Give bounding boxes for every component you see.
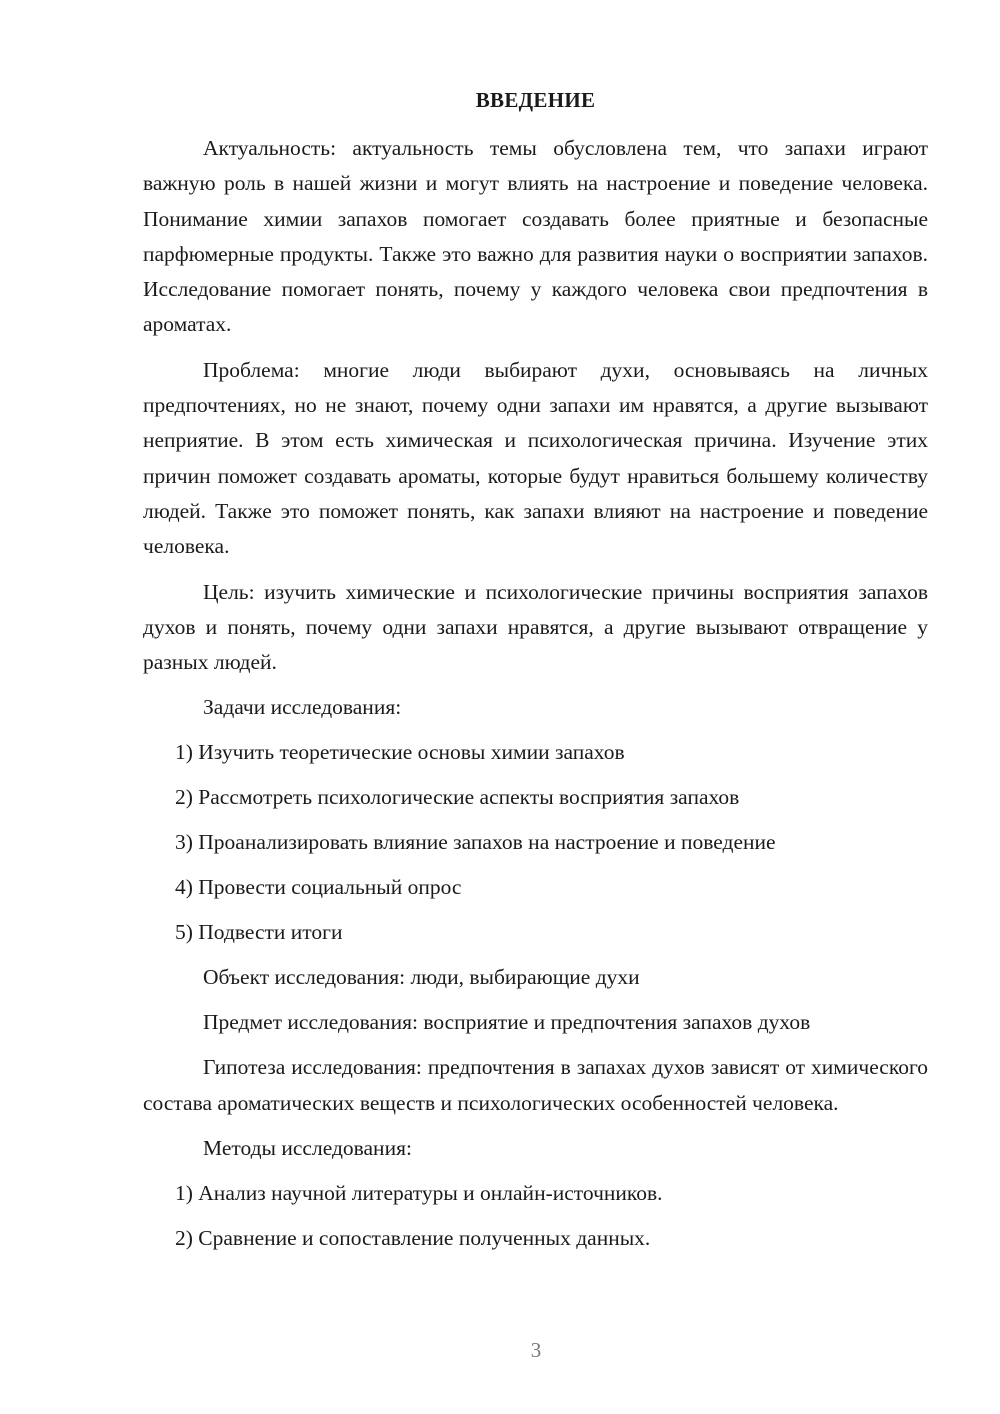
goal-paragraph: Цель: изучить химические и психологические причины восприятия запахов духов и понять, почему одни запахи нравятся, а другие вызывают отвращение у разных людей. — [143, 579, 928, 675]
subject-line: Предмет исследования: восприятие и предпочтения запахов духов — [203, 1010, 811, 1035]
relevance-paragraph: Актуальность: актуальность темы обусловлена тем, что запахи играют важную роль в нашей жизни и могут влиять на настроение и поведение человека. Понимание химии запахов помогает создавать более приятные и безопасные парфюмерные продукты. Также это важно для развития науки о восприятии запахов. Исследование помогает понять, почему у каждого человека свои предпочтения в ароматах. — [143, 136, 928, 337]
list-item: 5) Подвести итоги — [175, 920, 343, 945]
methods-list — [143, 1176, 928, 1256]
hypothesis-paragraph: Гипотеза исследования: предпочтения в запахах духов зависят от химического состава ароматических веществ и психологических особенностей человека. — [143, 1055, 928, 1115]
list-item: 3) Проанализировать влияние запахов на настроение и поведение — [175, 830, 776, 855]
object-line: Объект исследования: люди, выбирающие духи — [203, 965, 640, 990]
list-item: 1) Анализ научной литературы и онлайн-источников. — [175, 1181, 663, 1206]
problem-paragraph: Проблема: многие люди выбирают духи, основываясь на личных предпочтениях, но не знают, почему одни запахи им нравятся, а другие вызывают неприятие. В этом есть химическая и психологическая причина. Изучение этих причин поможет создавать ароматы, которые будут нравиться большему количеству людей. Также это поможет понять, как запахи влияют на настроение и поведение человека. — [143, 357, 928, 559]
tasks-list — [143, 735, 928, 950]
page-number: 3 — [530, 1338, 542, 1362]
methods-label: Методы исследования: — [203, 1136, 412, 1161]
list-item: 2) Сравнение и сопоставление полученных данных. — [175, 1226, 651, 1251]
list-item: 4) Провести социальный опрос — [175, 875, 462, 900]
list-item: 1) Изучить теоретические основы химии запахов — [175, 740, 625, 765]
list-item: 2) Рассмотреть психологические аспекты восприятия запахов — [175, 785, 740, 810]
page-title: ВВЕДЕНИЕ — [475, 88, 596, 112]
document-page — [143, 90, 928, 1266]
tasks-label: Задачи исследования: — [203, 695, 402, 720]
